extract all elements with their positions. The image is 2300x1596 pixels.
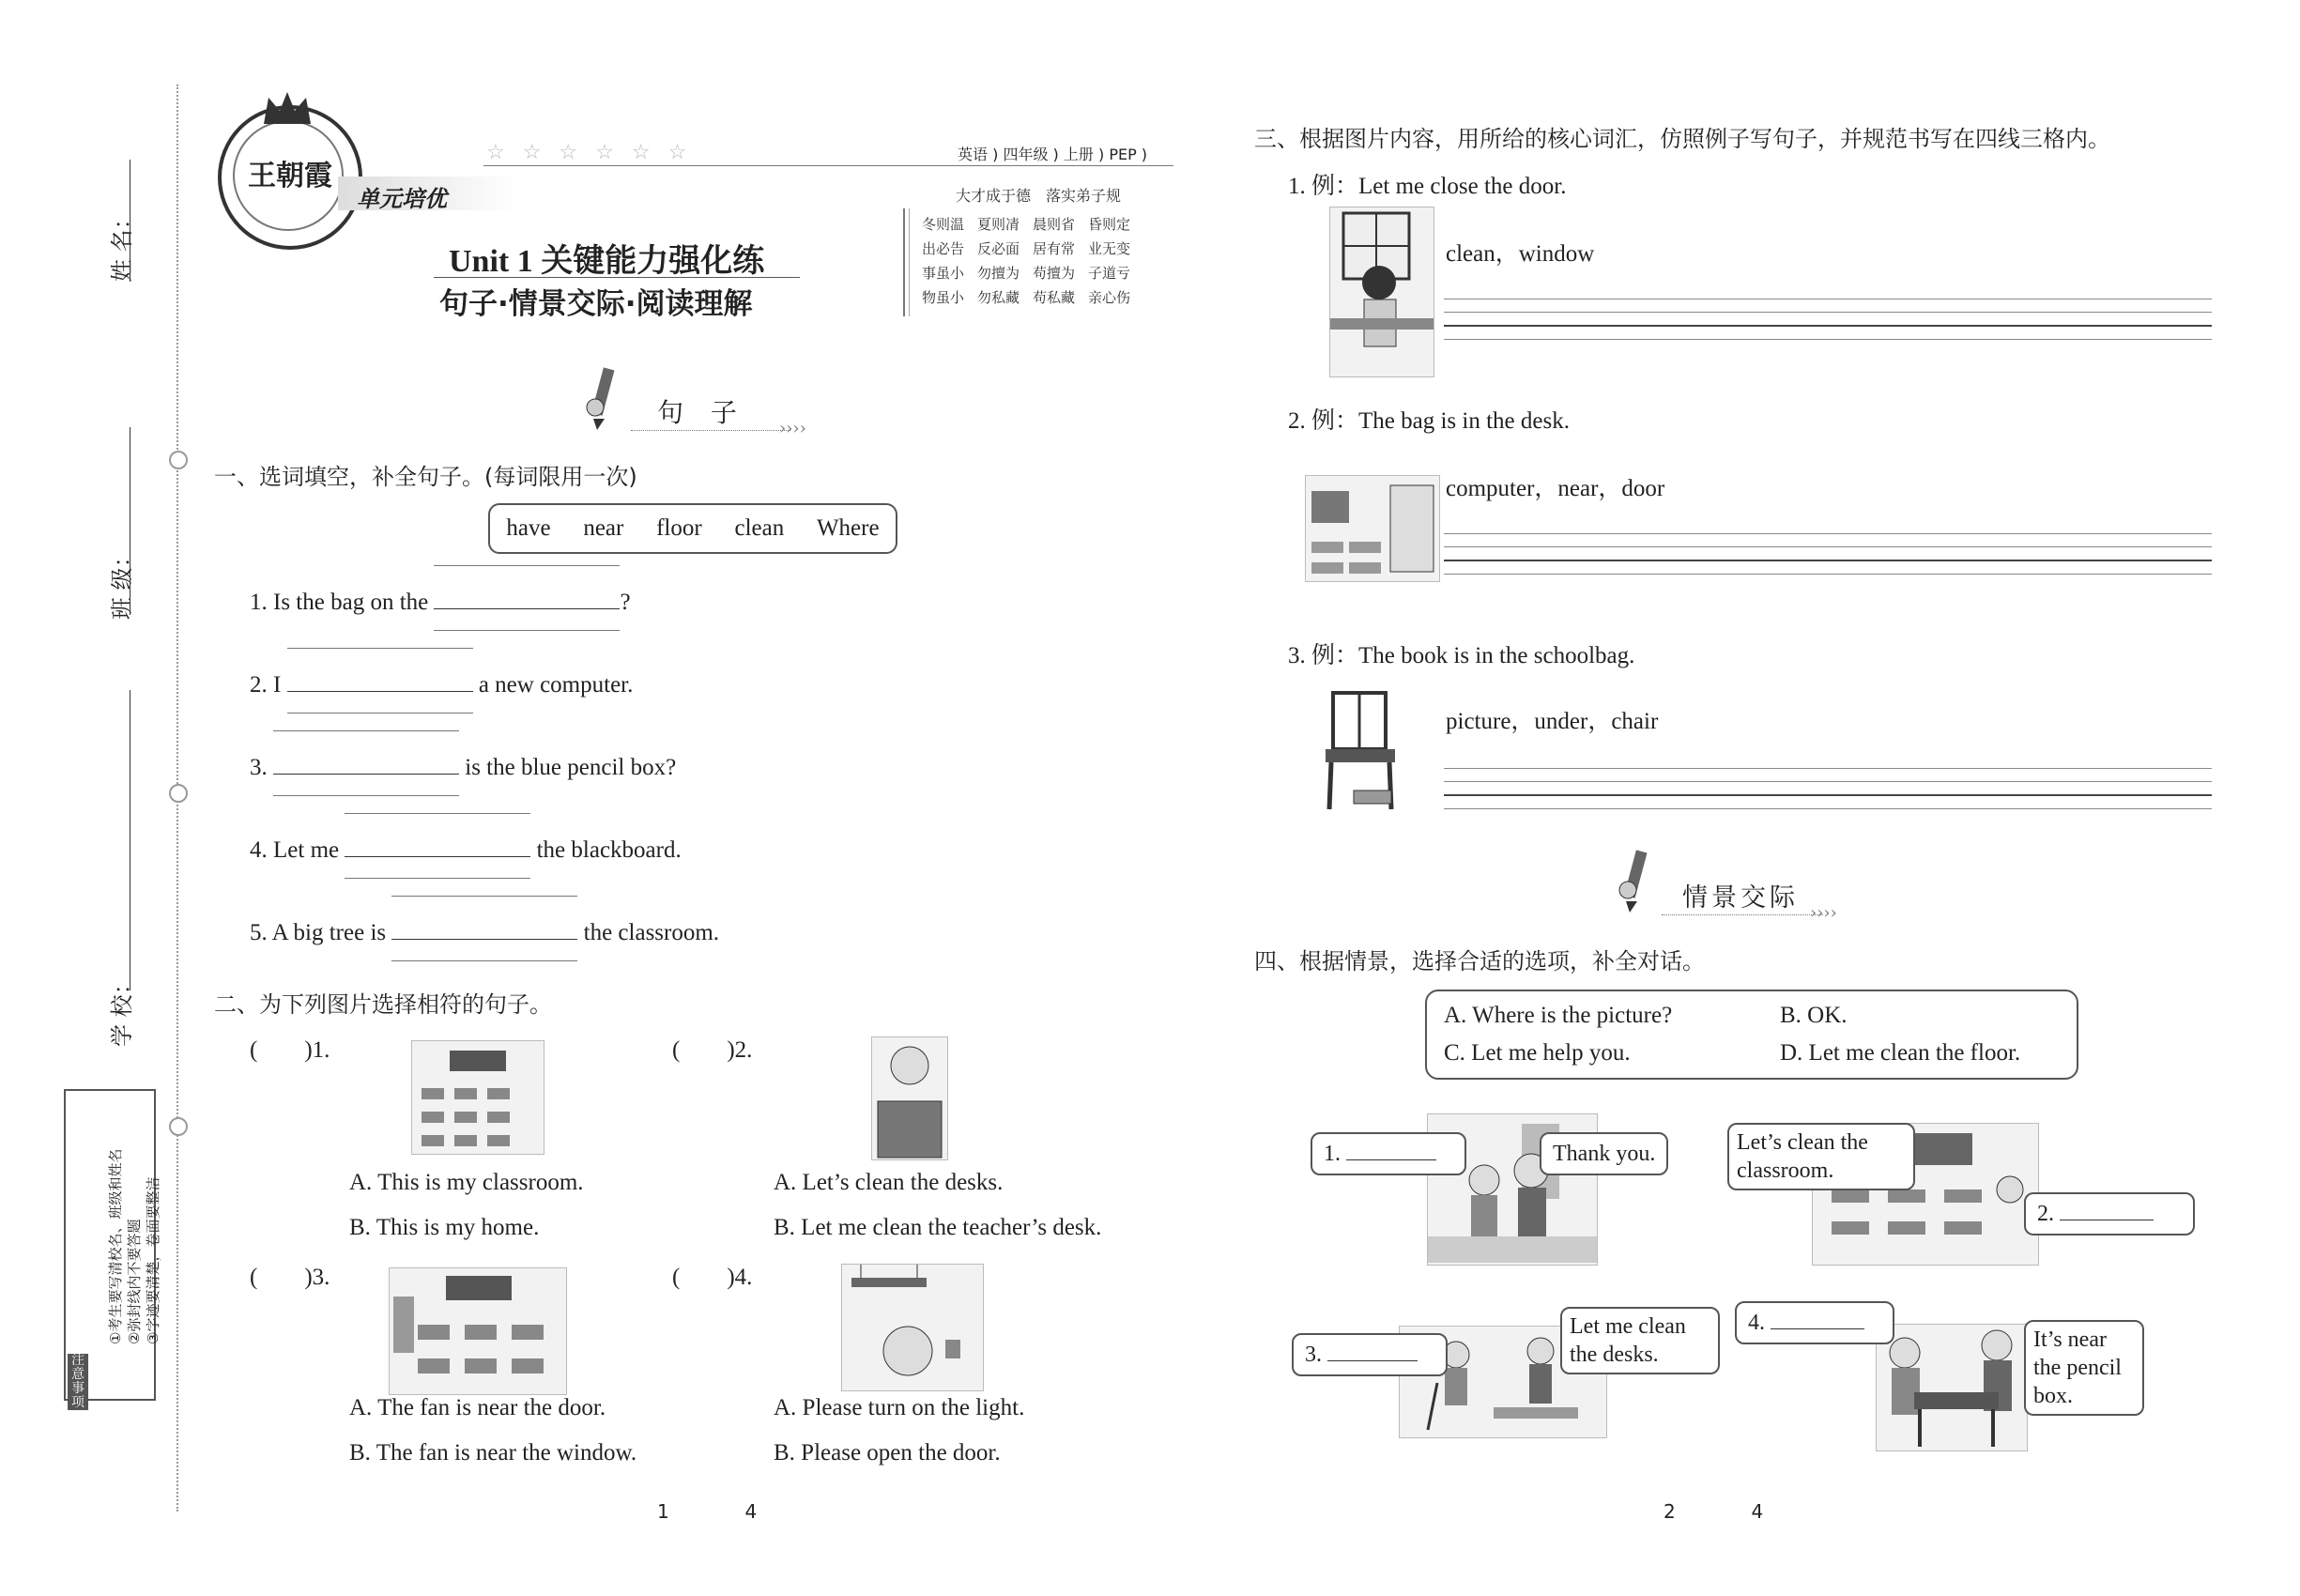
- word-bank-item: floor: [656, 515, 702, 541]
- speech-bubble-reply: Let me clean the desks.: [1560, 1307, 1720, 1374]
- speech-bubble-answer[interactable]: [1735, 1301, 1894, 1344]
- example-sentence: 1. 例：Let me close the door.: [1288, 174, 1567, 199]
- answer-blank[interactable]: [434, 588, 620, 609]
- poem-cell: 亲心伤: [1088, 289, 1131, 306]
- poem-cell: 勿擅为: [977, 265, 1020, 282]
- choice-bracket-4[interactable]: ( )4.: [672, 1265, 753, 1290]
- option-b[interactable]: B. Please open the door.: [774, 1440, 1001, 1466]
- sentence-item-2: [250, 670, 633, 698]
- binding-hole-3: [169, 1117, 188, 1136]
- word-bank-item: clean: [734, 515, 785, 541]
- speech-bubble-answer[interactable]: [1311, 1132, 1466, 1175]
- page-num: 1: [657, 1500, 669, 1523]
- girl-window-image: [1329, 207, 1434, 377]
- brand-tag: 单元培优: [357, 186, 447, 212]
- sentence-text: is the blue pencil box?: [465, 755, 677, 780]
- word-bank-item: near: [583, 515, 624, 541]
- option-b[interactable]: B. The fan is near the window.: [349, 1440, 637, 1466]
- pencil-icon: [1617, 847, 1654, 918]
- pencil-icon: [584, 364, 621, 436]
- motto: 大才成于德 落实弟子规: [956, 187, 1122, 205]
- sentence-item-3: [250, 753, 676, 781]
- volume-label: 上册: [1063, 146, 1094, 163]
- q3-title: 三、根据图片内容，用所给的核心词汇，仿照例子写句子，并规范书写在四线三格内。: [1254, 126, 2110, 152]
- subject-label: 英语: [958, 146, 989, 163]
- sentence-text: 1. Is the bag on the: [250, 590, 429, 615]
- title-rule: [434, 277, 800, 278]
- blank-number: 4.: [1748, 1311, 1765, 1335]
- blank-number: 1.: [1324, 1142, 1341, 1166]
- page-number-right: [1664, 1500, 1763, 1523]
- blank-number: 3.: [1305, 1343, 1322, 1367]
- notice-title: 注意事项: [68, 1354, 88, 1410]
- writing-lines[interactable]: [1444, 533, 2212, 587]
- sentence-text: ?: [620, 590, 631, 615]
- poem-cell: 冬则温: [922, 216, 965, 233]
- writing-lines[interactable]: [1444, 299, 2212, 352]
- poem-cell: 业无变: [1088, 240, 1131, 257]
- blank-number: 2.: [2037, 1202, 2054, 1226]
- notice-item-1: ①考生要写清校名、班级和姓名: [107, 1148, 124, 1344]
- option-b[interactable]: B. Let me clean the teacher’s desk.: [774, 1215, 1102, 1240]
- sentence-item-1: [250, 588, 631, 616]
- option-d[interactable]: D. Let me clean the floor.: [1780, 1040, 2021, 1066]
- heading-arrow-rule: [631, 430, 790, 431]
- poem-cell: 反必面: [977, 240, 1020, 257]
- sentence-text: the blackboard.: [536, 837, 682, 863]
- logo-text: 王朝霞: [248, 160, 332, 192]
- answer-blank[interactable]: [345, 836, 530, 857]
- binding-hole-1: [169, 451, 188, 469]
- answer-blank[interactable]: [391, 918, 577, 940]
- heading-arrows: ››››: [1810, 903, 1837, 923]
- sentence-text: 5. A big tree is: [250, 920, 387, 945]
- poem-cell: 居有常: [1033, 240, 1076, 257]
- answer-blank[interactable]: [287, 670, 473, 692]
- header-rule: [483, 165, 1173, 166]
- page-num: 2: [1664, 1500, 1676, 1523]
- poem-divider-2: [909, 208, 910, 316]
- speech-bubble-reply: It’s near the pencil box.: [2024, 1320, 2144, 1416]
- edition-label: PEP: [1109, 146, 1137, 163]
- option-c[interactable]: C. Let me help you.: [1444, 1040, 1631, 1066]
- classroom-image: [411, 1040, 544, 1155]
- core-words: clean，window: [1446, 241, 1595, 267]
- answer-blank[interactable]: [1771, 1310, 1864, 1329]
- speech-bubble-answer[interactable]: [1292, 1333, 1448, 1376]
- option-a[interactable]: A. This is my classroom.: [349, 1170, 584, 1195]
- sentence-text: 4. Let me: [250, 837, 340, 863]
- binding-hole-2: [169, 784, 188, 803]
- poem-cell: 子道亏: [1088, 265, 1131, 282]
- notice-item-3: ③字迹要清楚，卷面要整洁: [145, 1176, 161, 1344]
- chair-picture-image: [1322, 689, 1399, 811]
- option-a[interactable]: A. Please turn on the light.: [774, 1395, 1025, 1420]
- header-meta: 英语 ) 四年级 ) 上册 ) PEP ): [958, 146, 1148, 163]
- scene-pencil-box-image: [1876, 1324, 2028, 1451]
- boy-desk-image: [871, 1036, 948, 1160]
- unit-subtitle: 句子·情景交际·阅读理解: [439, 287, 753, 321]
- answer-blank[interactable]: [273, 753, 459, 775]
- core-words: computer，near，door: [1446, 476, 1665, 501]
- q1-title: 一、选词填空，补全句子。(每词限用一次): [214, 464, 637, 490]
- classroom-computer-image: [1305, 475, 1440, 582]
- speech-bubble-reply: Thank you.: [1540, 1132, 1668, 1175]
- sentence-text: 2. I: [250, 672, 282, 698]
- notice-item-2: ②弥封线内不要答题: [126, 1219, 143, 1344]
- choice-bracket-2[interactable]: ( )2.: [672, 1037, 753, 1063]
- grade-label: 四年级: [1003, 146, 1049, 163]
- heading-arrows: ››››: [779, 419, 806, 438]
- option-b[interactable]: B. OK.: [1780, 1003, 1848, 1028]
- sentence-item-4: [250, 836, 682, 864]
- page-number-left: [657, 1500, 757, 1523]
- option-b[interactable]: B. This is my home.: [349, 1215, 540, 1240]
- sentence-item-5: [250, 918, 719, 946]
- choice-bracket-3[interactable]: ( )3.: [250, 1265, 330, 1290]
- answer-blank[interactable]: [2060, 1201, 2154, 1220]
- q2-title: 二、为下列图片选择相符的句子。: [214, 991, 552, 1018]
- logo-crown-icon: [259, 88, 315, 126]
- choice-bracket-1[interactable]: ( )1.: [250, 1037, 330, 1063]
- speech-bubble-answer[interactable]: [2024, 1192, 2195, 1235]
- page-total: 4: [1751, 1500, 1764, 1523]
- poem-divider: [903, 208, 905, 316]
- poem-cell: 晨则省: [1033, 216, 1076, 233]
- word-bank-item: have: [506, 515, 551, 541]
- poem-cell: 昏则定: [1088, 216, 1131, 233]
- sentence-text: the classroom.: [583, 920, 720, 945]
- notice-box: [64, 1089, 161, 1410]
- q4-title: 四、根据情景，选择合适的选项，补全对话。: [1254, 948, 1705, 974]
- section-heading-dialogue: 情景交际: [1682, 883, 1799, 913]
- poem-table: [922, 212, 1143, 310]
- dialogue-options-box: [1425, 990, 2078, 1080]
- class-label: 班 级：: [109, 545, 135, 620]
- poem-cell: 苟擅为: [1033, 265, 1076, 282]
- sentence-text: 3.: [250, 755, 268, 780]
- light-switch-image: [841, 1264, 984, 1391]
- sentence-text: a new computer.: [478, 672, 634, 698]
- classroom-fan-image: [389, 1267, 567, 1395]
- core-words: picture，under，chair: [1446, 709, 1659, 734]
- poem-cell: 事虽小: [922, 265, 965, 282]
- example-sentence: 3. 例：The book is in the schoolbag.: [1288, 643, 1635, 668]
- poem-cell: 勿私藏: [977, 289, 1020, 306]
- word-bank-item: Where: [816, 515, 880, 541]
- page-total: 4: [744, 1500, 758, 1523]
- unit-title: Unit 1 关键能力强化练: [449, 244, 765, 279]
- option-a[interactable]: A. Let’s clean the desks.: [774, 1170, 1004, 1195]
- name-label: 姓 名：: [109, 207, 135, 282]
- example-sentence: 2. 例：The bag is in the desk.: [1288, 408, 1570, 434]
- heading-arrow-rule: [1662, 914, 1823, 915]
- option-a[interactable]: A. The fan is near the door.: [349, 1395, 606, 1420]
- poem-cell: 苟私藏: [1033, 289, 1076, 306]
- writing-lines[interactable]: [1444, 768, 2212, 821]
- poem-cell: 物虽小: [922, 289, 965, 306]
- school-label: 学 校：: [109, 972, 135, 1047]
- binding-margin: [0, 0, 178, 1596]
- answer-blank[interactable]: [1327, 1342, 1418, 1361]
- section-heading-sentences: 句 子: [657, 397, 746, 428]
- poem-cell: 出必告: [922, 240, 965, 257]
- poem-cell: 夏则凊: [977, 216, 1020, 233]
- word-bank: [488, 503, 897, 554]
- header-stars: ☆ ☆ ☆ ☆ ☆ ☆: [486, 141, 693, 164]
- speech-bubble-prompt: Let’s clean the classroom.: [1727, 1123, 1915, 1190]
- option-a[interactable]: A. Where is the picture?: [1444, 1003, 1673, 1028]
- answer-blank[interactable]: [1346, 1141, 1436, 1160]
